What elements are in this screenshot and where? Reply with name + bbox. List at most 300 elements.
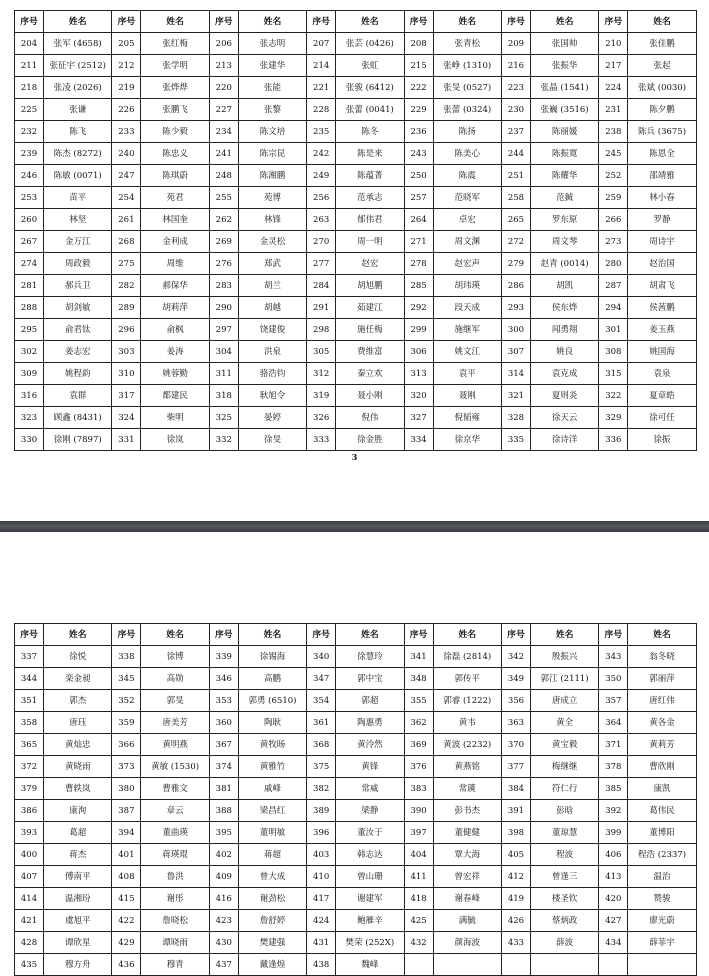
- serial-number-cell: 437: [209, 954, 238, 976]
- name-cell: 常威: [336, 778, 404, 800]
- table-row: [15, 99, 697, 121]
- serial-number-cell: 297: [209, 319, 238, 341]
- name-cell: 袁克成: [530, 363, 598, 385]
- name-cell: 张斌 (0030): [628, 77, 696, 99]
- serial-number-cell: 397: [404, 822, 433, 844]
- name-cell: 谢建军: [336, 888, 404, 910]
- name-cell: 唐成立: [530, 690, 598, 712]
- table-row: [15, 932, 697, 954]
- name-cell: 郭江 (2111): [530, 668, 598, 690]
- serial-number-cell: 248: [209, 165, 238, 187]
- table-row: [15, 866, 697, 888]
- serial-number-cell: 290: [209, 297, 238, 319]
- name-cell: 章云: [141, 800, 209, 822]
- name-cell: 费维富: [336, 341, 404, 363]
- name-cell: 蒋瑛琨: [141, 844, 209, 866]
- serial-number-cell: 267: [15, 231, 44, 253]
- name-cell: 殷振兴: [530, 646, 598, 668]
- name-cell: 黄敏 (1530): [141, 756, 209, 778]
- header-name: 姓名: [336, 11, 404, 33]
- serial-number-cell: 294: [599, 297, 628, 319]
- name-cell: 姚良: [530, 341, 598, 363]
- name-cell: 张鹏飞: [141, 99, 209, 121]
- serial-number-cell: 424: [307, 910, 336, 932]
- serial-number-cell: 293: [501, 297, 530, 319]
- serial-number-cell: 221: [307, 77, 336, 99]
- name-cell: 张青松: [433, 33, 501, 55]
- serial-number-cell: 330: [15, 429, 44, 451]
- name-cell: 徐振: [628, 429, 696, 451]
- serial-number-cell: 208: [404, 33, 433, 55]
- name-cell: 茹建江: [336, 297, 404, 319]
- name-cell: 张红梅: [141, 33, 209, 55]
- serial-number-cell: 323: [15, 407, 44, 429]
- name-cell: 郑武: [238, 253, 306, 275]
- name-cell: 周政毅: [44, 253, 112, 275]
- name-cell: 倪伟: [336, 407, 404, 429]
- serial-number-cell: 239: [15, 143, 44, 165]
- serial-number-cell: 249: [307, 165, 336, 187]
- name-cell: 蒋杰: [44, 844, 112, 866]
- serial-number-cell: 331: [112, 429, 141, 451]
- name-cell: 黄燕铭: [433, 756, 501, 778]
- header-num: 序号: [307, 11, 336, 33]
- name-cell: 梅继继: [530, 756, 598, 778]
- page-separator: [0, 521, 709, 532]
- serial-number-cell: 285: [404, 275, 433, 297]
- serial-number-cell: 207: [307, 33, 336, 55]
- serial-number-cell: 346: [209, 668, 238, 690]
- name-cell: 侯东烨: [530, 297, 598, 319]
- serial-number-cell: 275: [112, 253, 141, 275]
- name-cell: 廖光蔚: [628, 910, 696, 932]
- serial-number-cell: 367: [209, 734, 238, 756]
- serial-number-cell: 259: [599, 187, 628, 209]
- serial-number-cell: 363: [501, 712, 530, 734]
- header-name: 姓名: [336, 624, 404, 646]
- name-cell: 陈冬: [336, 121, 404, 143]
- name-cell: 苑博: [238, 187, 306, 209]
- serial-number-cell: 408: [112, 866, 141, 888]
- serial-number-cell: 277: [307, 253, 336, 275]
- name-cell: 周文琴: [530, 231, 598, 253]
- name-cell: 徐可任: [628, 407, 696, 429]
- table-row: [15, 253, 697, 275]
- name-cell: 徐京华: [433, 429, 501, 451]
- name-cell: 曹轶岚: [44, 778, 112, 800]
- serial-number-cell: 269: [209, 231, 238, 253]
- name-cell: 张黎: [238, 99, 306, 121]
- header-name: 姓名: [44, 11, 112, 33]
- serial-number-cell: 361: [307, 712, 336, 734]
- serial-number-cell: 337: [15, 646, 44, 668]
- header-num: 序号: [501, 11, 530, 33]
- table-row: [15, 297, 697, 319]
- serial-number-cell: 438: [307, 954, 336, 976]
- serial-number-cell: 258: [501, 187, 530, 209]
- serial-number-cell: 320: [404, 385, 433, 407]
- table-row: [15, 319, 697, 341]
- serial-number-cell: 407: [15, 866, 44, 888]
- name-cell: 林坚: [44, 209, 112, 231]
- name-cell: 袁泉: [628, 363, 696, 385]
- name-cell: 赵宏: [336, 253, 404, 275]
- serial-number-cell: 429: [112, 932, 141, 954]
- serial-number-cell: 292: [404, 297, 433, 319]
- serial-number-cell: 315: [599, 363, 628, 385]
- serial-number-cell: 399: [599, 822, 628, 844]
- serial-number-cell: 288: [15, 297, 44, 319]
- name-cell: 陈敏 (0071): [44, 165, 112, 187]
- serial-number-cell: 236: [404, 121, 433, 143]
- name-cell: 徐博: [141, 646, 209, 668]
- serial-number-cell: 281: [15, 275, 44, 297]
- serial-number-cell: 422: [112, 910, 141, 932]
- serial-number-cell: 375: [307, 756, 336, 778]
- serial-number-cell: 434: [599, 932, 628, 954]
- name-cell: 林锋: [238, 209, 306, 231]
- serial-number-cell: 332: [209, 429, 238, 451]
- serial-number-cell: 368: [307, 734, 336, 756]
- serial-number-cell: 359: [112, 712, 141, 734]
- table-row: [15, 33, 697, 55]
- name-cell: 唐珏: [44, 712, 112, 734]
- name-cell: 樊荣 (252X): [336, 932, 404, 954]
- table-row: [15, 954, 697, 976]
- name-cell: 康凯: [628, 778, 696, 800]
- table-row: [15, 910, 697, 932]
- table-row: [15, 121, 697, 143]
- table-row: [15, 165, 697, 187]
- serial-number-cell: 343: [599, 646, 628, 668]
- table-row: [15, 800, 697, 822]
- serial-number-cell: 226: [112, 99, 141, 121]
- name-cell: 赵青 (0014): [530, 253, 598, 275]
- page-number: 3: [351, 452, 358, 462]
- serial-number-cell: 329: [599, 407, 628, 429]
- serial-number-cell: 235: [307, 121, 336, 143]
- table-row: [15, 778, 697, 800]
- name-cell: 覃大海: [433, 844, 501, 866]
- header-num: 序号: [209, 11, 238, 33]
- serial-number-cell: 279: [501, 253, 530, 275]
- serial-number-cell: 349: [501, 668, 530, 690]
- serial-number-cell: 420: [599, 888, 628, 910]
- serial-number-cell: 358: [15, 712, 44, 734]
- name-cell: 葛伟民: [628, 800, 696, 822]
- name-cell: 黄泠然: [336, 734, 404, 756]
- table-row: [15, 385, 697, 407]
- serial-number-cell: 381: [209, 778, 238, 800]
- name-cell: 葛超: [44, 822, 112, 844]
- serial-number-cell: 395: [209, 822, 238, 844]
- serial-number-cell: 354: [307, 690, 336, 712]
- name-cell: 张佳鹏: [628, 33, 696, 55]
- name-cell: 陈文培: [238, 121, 306, 143]
- serial-number-cell: 218: [15, 77, 44, 99]
- serial-number-cell: 410: [307, 866, 336, 888]
- header-name: 姓名: [141, 11, 209, 33]
- name-cell: 林小春: [628, 187, 696, 209]
- serial-number-cell: 227: [209, 99, 238, 121]
- header-name: 姓名: [530, 624, 598, 646]
- name-cell: 陈夕鹏: [628, 99, 696, 121]
- serial-number-cell: 312: [307, 363, 336, 385]
- serial-number-cell: 400: [15, 844, 44, 866]
- name-cell: 都建民: [141, 385, 209, 407]
- header-name: 姓名: [433, 624, 501, 646]
- name-cell: 郭旻: [141, 690, 209, 712]
- name-cell: 陈耀华: [530, 165, 598, 187]
- name-cell: 符仁行: [530, 778, 598, 800]
- serial-number-cell: 366: [112, 734, 141, 756]
- serial-number-cell: 344: [15, 668, 44, 690]
- name-cell: 蔡炳政: [530, 910, 598, 932]
- name-cell: 穆青: [141, 954, 209, 976]
- name-cell: 魏峰: [336, 954, 404, 976]
- serial-number-cell: 357: [599, 690, 628, 712]
- name-cell: 陈湘鹏: [238, 165, 306, 187]
- name-cell: 郭中宝: [336, 668, 404, 690]
- name-cell: 董健健: [433, 822, 501, 844]
- name-cell: 谢劲松: [238, 888, 306, 910]
- serial-number-cell: 348: [404, 668, 433, 690]
- serial-number-cell: 411: [404, 866, 433, 888]
- name-cell: 陈丽媛: [530, 121, 598, 143]
- name-cell: 张芸 (0426): [336, 33, 404, 55]
- serial-number-cell: 302: [15, 341, 44, 363]
- table-row: [15, 341, 697, 363]
- name-cell: 戴逢煌: [238, 954, 306, 976]
- serial-number-cell: 428: [15, 932, 44, 954]
- name-cell: 胡肃飞: [628, 275, 696, 297]
- serial-number-cell: 386: [15, 800, 44, 822]
- name-cell: 胡凯: [530, 275, 598, 297]
- name-cell: 高勋: [141, 668, 209, 690]
- serial-number-cell: 283: [209, 275, 238, 297]
- serial-number-cell: 271: [404, 231, 433, 253]
- name-cell: 徐旻: [238, 429, 306, 451]
- serial-number-cell: 257: [404, 187, 433, 209]
- table-row: [15, 888, 697, 910]
- name-cell: 虞旭平: [44, 910, 112, 932]
- name-cell: 陈少毅: [141, 121, 209, 143]
- name-cell: 邵靖雅: [628, 165, 696, 187]
- name-cell: 唐美芳: [141, 712, 209, 734]
- header-num: 序号: [501, 624, 530, 646]
- table-row: [15, 77, 697, 99]
- header-name: 姓名: [238, 624, 306, 646]
- name-cell: 董曲瑛: [141, 822, 209, 844]
- serial-number-cell: 360: [209, 712, 238, 734]
- serial-number-cell: 436: [112, 954, 141, 976]
- serial-number-cell: 417: [307, 888, 336, 910]
- name-cell: 董明敏: [238, 822, 306, 844]
- table-row: [15, 231, 697, 253]
- serial-number-cell: 291: [307, 297, 336, 319]
- serial-number-cell: 211: [15, 55, 44, 77]
- serial-number-cell: 305: [307, 341, 336, 363]
- name-cell: 林国奎: [141, 209, 209, 231]
- serial-number-cell: 402: [209, 844, 238, 866]
- serial-number-cell: 379: [15, 778, 44, 800]
- name-cell: 谭欣星: [44, 932, 112, 954]
- serial-number-cell: 246: [15, 165, 44, 187]
- name-cell: 楼圣钦: [530, 888, 598, 910]
- serial-number-cell: 372: [15, 756, 44, 778]
- header-num: 序号: [112, 11, 141, 33]
- serial-number-cell: 223: [501, 77, 530, 99]
- table-header-row: [15, 11, 697, 33]
- table-row: [15, 690, 697, 712]
- name-cell: 范晓军: [433, 187, 501, 209]
- name-cell: 徐锡海: [238, 646, 306, 668]
- serial-number-cell: 326: [307, 407, 336, 429]
- name-cell: 姚国海: [628, 341, 696, 363]
- serial-number-cell: 225: [15, 99, 44, 121]
- name-cell: 夏则炎: [530, 385, 598, 407]
- name-cell: 黄韦: [433, 712, 501, 734]
- name-cell: 金万江: [44, 231, 112, 253]
- name-cell: 郭勇 (6510): [238, 690, 306, 712]
- name-cell: 姜玉燕: [628, 319, 696, 341]
- name-cell: 程波: [530, 844, 598, 866]
- serial-number-cell: 388: [209, 800, 238, 822]
- name-cell: 鲍雁辛: [336, 910, 404, 932]
- table-row: [15, 756, 697, 778]
- name-cell: 张凌 (2026): [44, 77, 112, 99]
- serial-number-cell: 371: [599, 734, 628, 756]
- empty-cell: [433, 954, 501, 976]
- name-cell: 胡玮瑛: [433, 275, 501, 297]
- name-cell: 穆方舟: [44, 954, 112, 976]
- serial-number-cell: 216: [501, 55, 530, 77]
- serial-number-cell: 240: [112, 143, 141, 165]
- serial-number-cell: 340: [307, 646, 336, 668]
- table-row: [15, 668, 697, 690]
- name-cell: 洪泉: [238, 341, 306, 363]
- serial-number-cell: 274: [15, 253, 44, 275]
- serial-number-cell: 356: [501, 690, 530, 712]
- name-cell: 周文渊: [433, 231, 501, 253]
- name-cell: 曾宏祥: [433, 866, 501, 888]
- name-cell: 陶耿: [238, 712, 306, 734]
- name-cell: 陈是来: [336, 143, 404, 165]
- name-cell: 张骏 (6412): [336, 77, 404, 99]
- serial-number-cell: 284: [307, 275, 336, 297]
- table-row: [15, 275, 697, 297]
- serial-number-cell: 333: [307, 429, 336, 451]
- name-cell: 梁昌红: [238, 800, 306, 822]
- name-cell: 徐岚: [141, 429, 209, 451]
- name-cell: 陈震: [433, 165, 501, 187]
- serial-number-cell: 243: [404, 143, 433, 165]
- name-cell: 张虹: [336, 55, 404, 77]
- serial-number-cell: 232: [15, 121, 44, 143]
- header-num: 序号: [209, 624, 238, 646]
- serial-number-cell: 414: [15, 888, 44, 910]
- serial-number-cell: 433: [501, 932, 530, 954]
- serial-number-cell: 431: [307, 932, 336, 954]
- name-cell: 韩志达: [336, 844, 404, 866]
- name-cell: 曾逢三: [530, 866, 598, 888]
- serial-number-cell: 321: [501, 385, 530, 407]
- serial-number-cell: 325: [209, 407, 238, 429]
- serial-number-cell: 224: [599, 77, 628, 99]
- name-cell: 张巍 (3516): [530, 99, 598, 121]
- serial-number-cell: 324: [112, 407, 141, 429]
- name-cell: 姜涛: [141, 341, 209, 363]
- serial-number-cell: 423: [209, 910, 238, 932]
- name-cell: 董琼慧: [530, 822, 598, 844]
- name-cell: 徐金胜: [336, 429, 404, 451]
- serial-number-cell: 299: [404, 319, 433, 341]
- name-cell: 陈振寛: [530, 143, 598, 165]
- name-cell: 徐刚 (7897): [44, 429, 112, 451]
- name-cell: 秦立欢: [336, 363, 404, 385]
- name-cell: 俞君钛: [44, 319, 112, 341]
- name-cell: 唐红伟: [628, 690, 696, 712]
- serial-number-cell: 252: [599, 165, 628, 187]
- name-cell: 张国帅: [530, 33, 598, 55]
- name-cell: 赵宏声: [433, 253, 501, 275]
- name-cell: 黄雅竹: [238, 756, 306, 778]
- header-name: 姓名: [44, 624, 112, 646]
- name-cell: 周诗宇: [628, 231, 696, 253]
- serial-number-cell: 413: [599, 866, 628, 888]
- serial-number-cell: 353: [209, 690, 238, 712]
- name-cell: 晏婷: [238, 407, 306, 429]
- serial-number-cell: 396: [307, 822, 336, 844]
- name-cell: 徐慧玲: [336, 646, 404, 668]
- table-row: [15, 844, 697, 866]
- name-cell: 胡越: [238, 297, 306, 319]
- name-cell: 詹晓松: [141, 910, 209, 932]
- serial-number-cell: 210: [599, 33, 628, 55]
- empty-cell: [628, 954, 696, 976]
- name-cell: 闻勇翔: [530, 319, 598, 341]
- name-cell: 徐天云: [530, 407, 598, 429]
- header-name: 姓名: [433, 11, 501, 33]
- name-cell: 金利成: [141, 231, 209, 253]
- name-cell: 聂刚: [433, 385, 501, 407]
- name-cell: 倪韬雍: [433, 407, 501, 429]
- name-cell: 胡莉萍: [141, 297, 209, 319]
- serial-number-cell: 328: [501, 407, 530, 429]
- name-cell: 黄明燕: [141, 734, 209, 756]
- name-cell: 赞骏: [628, 888, 696, 910]
- serial-number-cell: 350: [599, 668, 628, 690]
- name-cell: 陈忠义: [141, 143, 209, 165]
- serial-number-cell: 303: [112, 341, 141, 363]
- serial-number-cell: 254: [112, 187, 141, 209]
- name-cell: 张晶 (1541): [530, 77, 598, 99]
- name-cell: 陶惠勇: [336, 712, 404, 734]
- serial-number-cell: 237: [501, 121, 530, 143]
- serial-number-cell: 389: [307, 800, 336, 822]
- serial-number-cell: 295: [15, 319, 44, 341]
- name-cell: 梁静: [336, 800, 404, 822]
- serial-number-cell: 393: [15, 822, 44, 844]
- serial-number-cell: 217: [599, 55, 628, 77]
- name-cell: 傅南平: [44, 866, 112, 888]
- name-cell: 徐磊 (2814): [433, 646, 501, 668]
- header-num: 序号: [599, 624, 628, 646]
- serial-number-cell: 244: [501, 143, 530, 165]
- name-cell: 陈杰 (8272): [44, 143, 112, 165]
- serial-number-cell: 314: [501, 363, 530, 385]
- table-row: [15, 363, 697, 385]
